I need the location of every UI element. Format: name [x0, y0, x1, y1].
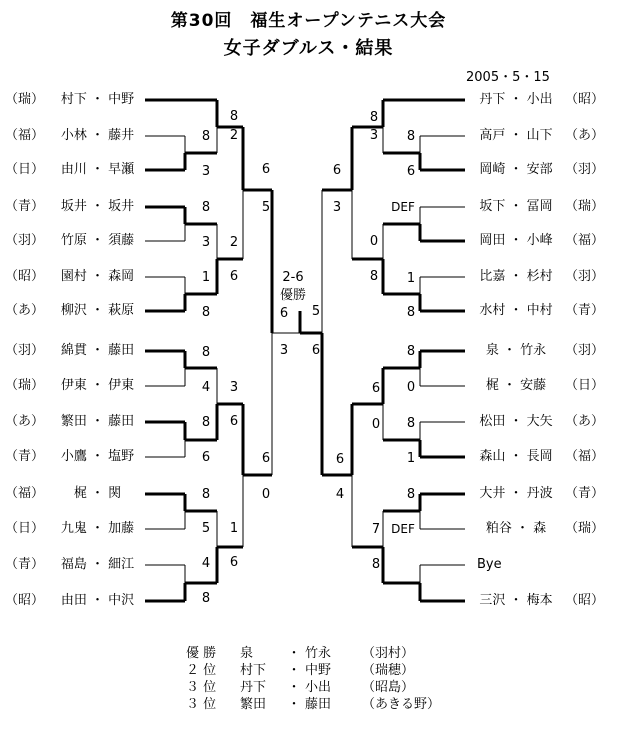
team-players: 丹下 ・ 小出 — [479, 92, 553, 107]
score-value: 1 — [406, 451, 416, 466]
score-value: 6 — [261, 451, 271, 466]
team-players: 園村 ・ 森岡 — [60, 269, 135, 284]
score-value: 7 — [371, 522, 381, 537]
team-affiliation: （青） — [5, 449, 45, 464]
team-affiliation: （福） — [5, 486, 45, 501]
score-value: 5 — [261, 200, 271, 215]
score-value: 2 — [229, 128, 239, 143]
team-players: 粕谷 ・ 森 — [485, 521, 547, 536]
score-value: 6 — [332, 163, 342, 178]
team-affiliation: （羽） — [565, 343, 605, 358]
team-row — [5, 199, 145, 215]
team-players: 岡田 ・ 小峰 — [479, 233, 553, 248]
result-player2: 藤田 — [305, 697, 332, 712]
score-value: 6 — [335, 452, 345, 467]
team-players: 由川 ・ 早瀬 — [60, 162, 135, 177]
team-affiliation: （昭） — [565, 92, 605, 107]
team-affiliation: （瑞） — [5, 92, 45, 107]
result-rank: ２ 位 — [186, 663, 217, 678]
score-value: 0 — [371, 417, 381, 432]
score-value: 6 — [279, 306, 289, 321]
default-label: DEF — [391, 522, 415, 536]
team-row — [5, 128, 145, 144]
event-date: 2005・5・15 — [466, 70, 550, 85]
score-value: 1 — [229, 521, 239, 536]
score-value: 8 — [201, 415, 211, 430]
score-value: 8 — [201, 200, 211, 215]
result-row — [186, 645, 440, 662]
score-value: 4 — [201, 556, 211, 571]
team-affiliation: （瑞） — [565, 199, 605, 214]
team-row — [468, 343, 614, 359]
score-value: 5 — [311, 304, 321, 319]
team-row — [468, 593, 614, 609]
score-value: 0 — [369, 234, 379, 249]
result-separator: ・ — [287, 697, 301, 712]
page-subtitle: 女子ダブルス・結果 — [223, 38, 394, 59]
team-row — [468, 199, 614, 215]
score-value: 6 — [229, 555, 239, 570]
score-value: 3 — [332, 200, 342, 215]
team-row — [5, 162, 145, 178]
team-affiliation: （あ） — [5, 414, 45, 429]
team-players: 竹原 ・ 須藤 — [60, 233, 135, 248]
team-players: 福島 ・ 細江 — [60, 557, 135, 572]
team-players: 梶 ・ 関 — [73, 486, 122, 501]
result-affiliation: （羽村） — [362, 646, 415, 661]
score-value: 8 — [406, 344, 416, 359]
team-row — [468, 521, 614, 537]
team-players: 水村 ・ 中村 — [479, 303, 553, 318]
team-players: 村下 ・ 中野 — [60, 92, 135, 107]
team-affiliation: （青） — [565, 303, 605, 318]
score-value: 2 — [229, 235, 239, 250]
result-separator: ・ — [287, 646, 301, 661]
team-row — [5, 92, 145, 108]
team-affiliation: （福） — [5, 128, 45, 143]
result-player1: 丹下 — [240, 680, 267, 695]
score-value: 3 — [229, 380, 239, 395]
score-value: 8 — [406, 416, 416, 431]
team-players: 坂下 ・ 冨岡 — [479, 199, 553, 214]
result-affiliation: （瑞穂） — [362, 663, 415, 678]
default-label: DEF — [391, 200, 415, 214]
team-row — [468, 486, 614, 502]
team-row — [468, 233, 614, 249]
team-row — [468, 269, 614, 285]
team-players: 泉 ・ 竹永 — [485, 343, 547, 358]
score-value: 6 — [406, 164, 416, 179]
team-affiliation: （瑞） — [5, 378, 45, 393]
team-players: Bye — [477, 557, 502, 572]
score-value: 6 — [311, 343, 321, 358]
result-player1: 泉 — [240, 646, 254, 661]
team-affiliation: （あ） — [565, 414, 605, 429]
team-row — [5, 593, 145, 609]
score-value: 8 — [201, 487, 211, 502]
team-players: 岡崎 ・ 安部 — [479, 162, 553, 177]
score-value: 0 — [406, 380, 416, 395]
result-player2: 中野 — [305, 663, 332, 678]
score-value: 8 — [371, 557, 381, 572]
team-row — [5, 414, 145, 430]
score-value: 8 — [201, 305, 211, 320]
result-row — [186, 679, 440, 696]
score-value: 3 — [201, 235, 211, 250]
team-affiliation: （青） — [5, 199, 45, 214]
score-value: 1 — [406, 271, 416, 286]
score-value: 3 — [369, 128, 379, 143]
team-players: 高戸 ・ 山下 — [479, 128, 553, 143]
team-players: 坂井 ・ 坂井 — [60, 199, 135, 214]
team-affiliation: （福） — [565, 449, 605, 464]
team-row — [468, 162, 614, 178]
score-value: 8 — [406, 487, 416, 502]
result-rank: ３ 位 — [186, 680, 217, 695]
team-affiliation: （福） — [565, 233, 605, 248]
team-row — [5, 486, 145, 502]
result-rank: 優 勝 — [186, 646, 217, 661]
result-affiliation: （昭島） — [362, 680, 415, 695]
score-value: 6 — [229, 414, 239, 429]
score-value: 6 — [201, 450, 211, 465]
score-value: 8 — [369, 110, 379, 125]
team-players: 繁田 ・ 藤田 — [60, 414, 135, 429]
team-affiliation: （青） — [5, 557, 45, 572]
score-value: 1 — [201, 270, 211, 285]
team-row — [468, 303, 614, 319]
team-affiliation: （あ） — [5, 303, 45, 318]
final-match-score: 2-6 — [282, 270, 304, 285]
page-title: 第30回 福生オープンテニス大会 — [170, 11, 447, 31]
score-value: 8 — [369, 269, 379, 284]
result-player2: 竹永 — [305, 646, 332, 661]
score-value: 8 — [201, 345, 211, 360]
score-value: 6 — [229, 269, 239, 284]
team-row — [5, 378, 145, 394]
team-row — [468, 449, 614, 465]
team-players: 伊東 ・ 伊東 — [60, 378, 135, 393]
team-affiliation: （青） — [565, 486, 605, 501]
champion-label: 優勝 — [279, 288, 306, 303]
team-players: 松田 ・ 大矢 — [479, 414, 553, 429]
result-separator: ・ — [287, 680, 301, 695]
team-row — [5, 233, 145, 249]
team-players: 綿貫 ・ 藤田 — [60, 343, 135, 358]
score-value: 8 — [406, 305, 416, 320]
score-value: 0 — [261, 487, 271, 502]
team-affiliation: （昭） — [5, 593, 45, 608]
team-affiliation: （羽） — [5, 343, 45, 358]
team-affiliation: （羽） — [565, 269, 605, 284]
team-row — [468, 92, 614, 108]
team-players: 大井 ・ 丹波 — [479, 486, 553, 501]
team-row — [468, 557, 614, 573]
team-affiliation: （日） — [5, 521, 45, 536]
result-player1: 繁田 — [240, 697, 267, 712]
team-row — [5, 269, 145, 285]
final-standings — [186, 645, 440, 713]
result-rank: ３ 位 — [186, 697, 217, 712]
team-affiliation: （あ） — [565, 128, 605, 143]
team-players: 由田 ・ 中沢 — [60, 593, 135, 608]
team-players: 比嘉 ・ 杉村 — [479, 269, 553, 284]
score-value: 3 — [201, 164, 211, 179]
result-row — [186, 696, 440, 713]
team-players: 森山 ・ 長岡 — [479, 449, 553, 464]
result-row — [186, 662, 440, 679]
team-players: 九鬼 ・ 加藤 — [60, 521, 135, 536]
team-players: 小鷹 ・ 塩野 — [60, 449, 135, 464]
team-affiliation: （瑞） — [565, 521, 605, 536]
team-affiliation: （昭） — [5, 269, 45, 284]
team-row — [5, 303, 145, 319]
team-players: 梶 ・ 安藤 — [485, 378, 547, 393]
team-row — [468, 128, 614, 144]
team-affiliation: （日） — [565, 378, 605, 393]
result-separator: ・ — [287, 663, 301, 678]
team-players: 小林 ・ 藤井 — [60, 128, 135, 143]
team-affiliation: （昭） — [565, 593, 605, 608]
score-value: 3 — [279, 343, 289, 358]
score-value: 8 — [229, 109, 239, 124]
team-row — [468, 414, 614, 430]
team-row — [5, 449, 145, 465]
result-player1: 村下 — [240, 663, 267, 678]
team-row — [468, 378, 614, 394]
team-affiliation: （日） — [5, 162, 45, 177]
score-value: 5 — [201, 521, 211, 536]
score-value: 8 — [406, 129, 416, 144]
team-affiliation: （羽） — [565, 162, 605, 177]
score-value: 8 — [201, 129, 211, 144]
result-player2: 小出 — [305, 680, 332, 695]
team-row — [5, 521, 145, 537]
team-players: 三沢 ・ 梅本 — [479, 593, 553, 608]
score-value: 4 — [201, 380, 211, 395]
team-players: 柳沢 ・ 萩原 — [60, 303, 135, 318]
score-value: 8 — [201, 591, 211, 606]
result-affiliation: （あきる野） — [362, 697, 441, 712]
score-value: 4 — [335, 487, 345, 502]
team-row — [5, 557, 145, 573]
team-row — [5, 343, 145, 359]
team-affiliation: （羽） — [5, 233, 45, 248]
score-value: 6 — [371, 381, 381, 396]
score-value: 6 — [261, 162, 271, 177]
